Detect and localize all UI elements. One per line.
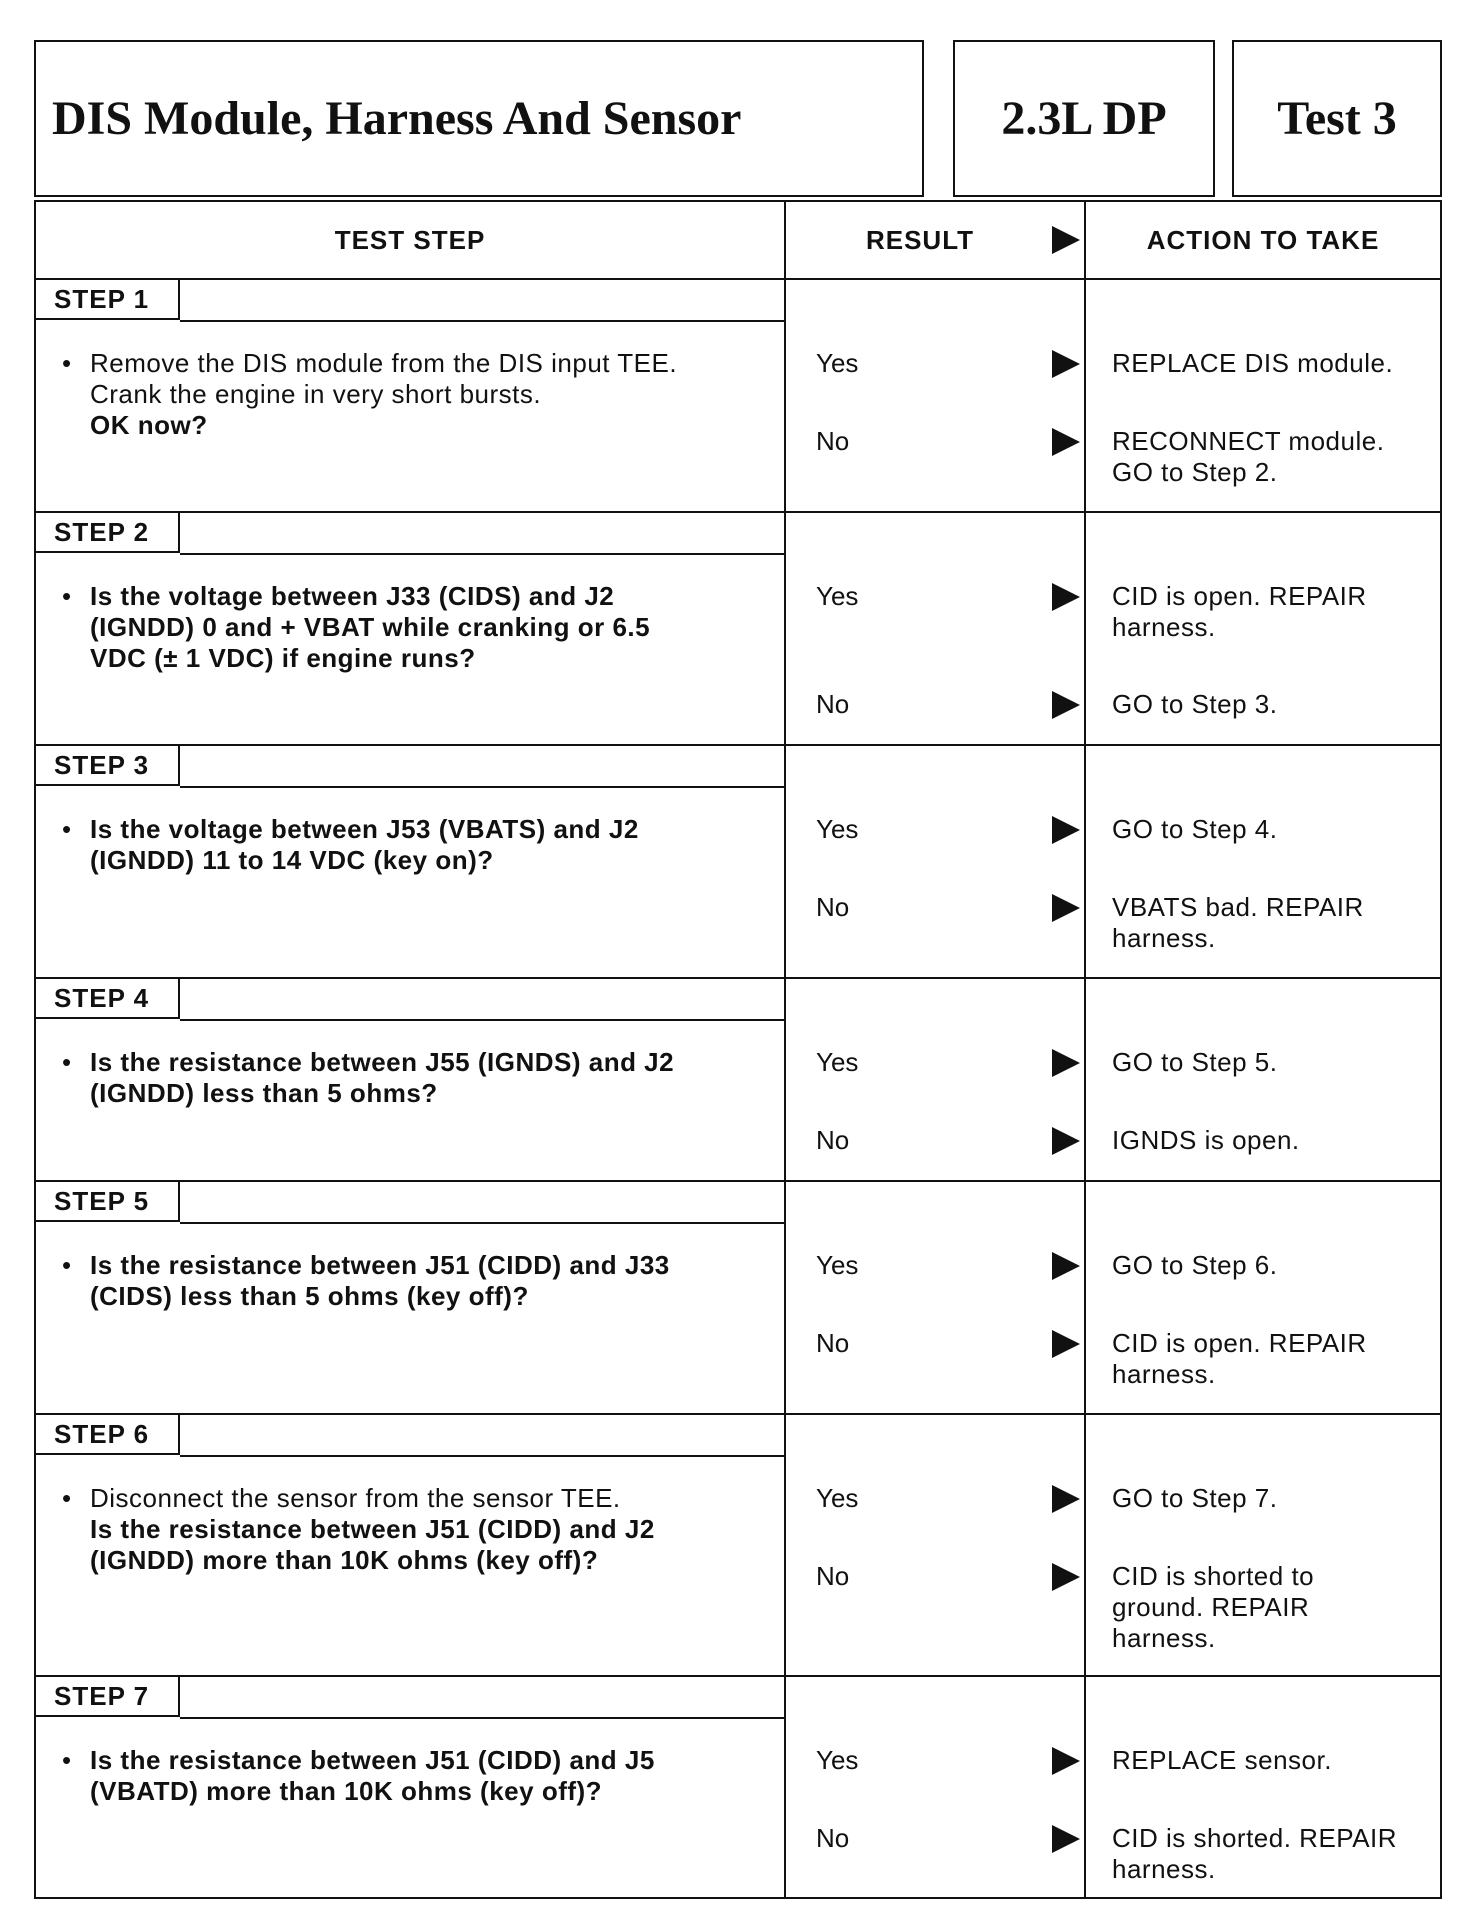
result-no [816, 1125, 1084, 1156]
question-line-bold: Is the voltage between J53 (VBATS) and J2 [90, 814, 639, 844]
arrow-right-icon [1052, 1747, 1080, 1775]
action-yes [1112, 348, 1430, 379]
action-line: CID is open. REPAIR [1112, 1328, 1367, 1358]
result-cell [786, 1677, 1086, 1897]
action-no [1112, 1561, 1430, 1654]
test-badge [1232, 40, 1442, 197]
step-cell [36, 746, 786, 977]
step-label: STEP 1 [36, 280, 180, 320]
result-yes [816, 1745, 1084, 1776]
result-no [816, 1823, 1084, 1854]
action-yes [1112, 581, 1430, 643]
steps-container [34, 280, 1442, 1899]
action-line: CID is open. REPAIR [1112, 581, 1367, 611]
arrow-right-icon [1052, 1127, 1080, 1155]
step-divider [180, 320, 784, 322]
step-label: STEP 4 [36, 979, 180, 1019]
result-cell [786, 513, 1086, 744]
result-yes-label: Yes [816, 1483, 859, 1513]
step-cell [36, 1677, 786, 1897]
result-yes [816, 1483, 1084, 1514]
result-yes-label: Yes [816, 581, 859, 611]
action-line: VBATS bad. REPAIR [1112, 892, 1364, 922]
action-line: harness. [1112, 1854, 1216, 1884]
bullet-icon: • [62, 1483, 72, 1513]
step-question [64, 1745, 754, 1807]
step-divider [180, 786, 784, 788]
action-line: GO to Step 2. [1112, 457, 1278, 487]
column-result-label: RESULT [865, 224, 975, 255]
step-divider [180, 1222, 784, 1224]
result-yes [816, 1047, 1084, 1078]
arrow-right-icon [1052, 1330, 1080, 1358]
test-text: Test 3 [1277, 92, 1397, 145]
step-row [34, 979, 1442, 1182]
step-label: STEP 3 [36, 746, 180, 786]
result-cell [786, 1415, 1086, 1675]
result-no-label: No [816, 1823, 850, 1853]
action-line: ground. REPAIR [1112, 1592, 1310, 1622]
result-yes-label: Yes [816, 1250, 859, 1280]
arrow-right-icon [1052, 691, 1080, 719]
question-line-bold: VDC (± 1 VDC) if engine runs? [90, 643, 476, 673]
column-action: ACTION TO TAKE [1146, 224, 1380, 255]
question-text [64, 1250, 754, 1312]
engine-badge [953, 40, 1215, 197]
result-yes [816, 1250, 1084, 1281]
question-line-bold: (IGNDD) more than 10K ohms (key off)? [90, 1545, 599, 1575]
action-line: harness. [1112, 923, 1216, 953]
engine-text: 2.3L DP [1001, 92, 1167, 145]
action-no [1112, 426, 1430, 488]
step-question [64, 581, 754, 674]
step-question [64, 814, 754, 876]
arrow-right-icon [1052, 1563, 1080, 1591]
result-cell [786, 746, 1086, 977]
action-line: GO to Step 4. [1112, 814, 1278, 844]
arrow-right-icon [1052, 583, 1080, 611]
question-line: Remove the DIS module from the DIS input TEE. [90, 348, 678, 378]
action-yes [1112, 1047, 1430, 1078]
step-divider [180, 1717, 784, 1719]
action-line: GO to Step 5. [1112, 1047, 1278, 1077]
column-result [786, 202, 1086, 278]
question-line-bold: OK now? [90, 410, 208, 440]
question-text [64, 1483, 754, 1576]
result-cell [786, 1182, 1086, 1413]
step-cell [36, 280, 786, 511]
question-line-bold: (IGNDD) 11 to 14 VDC (key on)? [90, 845, 494, 875]
question-line-bold: Is the resistance between J51 (CIDD) and J33 [90, 1250, 670, 1280]
action-cell [1086, 979, 1440, 1180]
step-cell [36, 1182, 786, 1413]
arrow-right-icon [1052, 1049, 1080, 1077]
question-line-bold: Is the resistance between J51 (CIDD) and J2 [90, 1514, 655, 1544]
step-question [64, 348, 754, 441]
arrow-right-icon [1052, 1485, 1080, 1513]
action-line: harness. [1112, 612, 1216, 642]
result-yes [816, 814, 1084, 845]
question-line-bold: (IGNDD) 0 and + VBAT while cranking or 6.5 [90, 612, 651, 642]
action-yes [1112, 1745, 1430, 1776]
column-test-step: TEST STEP [36, 202, 786, 278]
question-line: Crank the engine in very short bursts. [90, 379, 542, 409]
bullet-icon: • [62, 1250, 72, 1280]
action-cell [1086, 1415, 1440, 1675]
result-no-label: No [816, 1328, 850, 1358]
action-line: CID is shorted to [1112, 1561, 1315, 1591]
action-cell [1086, 1182, 1440, 1413]
action-yes [1112, 1483, 1430, 1514]
action-line: REPLACE sensor. [1112, 1745, 1332, 1775]
result-no-label: No [816, 426, 850, 456]
bullet-icon: • [62, 814, 72, 844]
question-line-bold: Is the resistance between J55 (IGNDS) and J2 [90, 1047, 675, 1077]
result-no-label: No [816, 1125, 850, 1155]
result-no [816, 1561, 1084, 1592]
action-no [1112, 892, 1430, 954]
step-question [64, 1047, 754, 1109]
test-table [34, 200, 1442, 1899]
arrow-right-icon [1052, 1825, 1080, 1853]
result-yes-label: Yes [816, 1047, 859, 1077]
question-text [64, 1047, 754, 1109]
action-line: CID is shorted. REPAIR [1112, 1823, 1398, 1853]
question-text [64, 814, 754, 876]
action-line: GO to Step 7. [1112, 1483, 1278, 1513]
result-no-label: No [816, 1561, 850, 1591]
step-row [34, 1182, 1442, 1415]
step-question [64, 1483, 754, 1576]
question-text [64, 348, 754, 441]
action-yes [1112, 1250, 1430, 1281]
arrow-right-icon [1052, 1252, 1080, 1280]
step-row [34, 746, 1442, 979]
arrow-right-icon [1052, 428, 1080, 456]
arrow-right-icon [1052, 350, 1080, 378]
action-no [1112, 1125, 1430, 1156]
arrow-right-icon [1052, 894, 1080, 922]
action-line: harness. [1112, 1623, 1216, 1653]
result-yes-label: Yes [816, 814, 859, 844]
action-line: harness. [1112, 1359, 1216, 1389]
result-yes-label: Yes [816, 1745, 859, 1775]
question-line-bold: (VBATD) more than 10K ohms (key off)? [90, 1776, 603, 1806]
bullet-icon: • [62, 1745, 72, 1775]
page-title [34, 40, 924, 197]
arrow-right-icon [1052, 226, 1080, 254]
step-label: STEP 5 [36, 1182, 180, 1222]
action-no [1112, 1328, 1430, 1390]
step-row [34, 1415, 1442, 1677]
result-no [816, 1328, 1084, 1359]
question-line: Disconnect the sensor from the sensor TEE. [90, 1483, 621, 1513]
bullet-icon: • [62, 348, 72, 378]
action-no [1112, 689, 1430, 720]
arrow-right-icon [1052, 816, 1080, 844]
step-label: STEP 6 [36, 1415, 180, 1455]
action-cell [1086, 513, 1440, 744]
question-text [64, 1745, 754, 1807]
step-row [34, 513, 1442, 746]
action-cell [1086, 746, 1440, 977]
bullet-icon: • [62, 581, 72, 611]
result-yes-label: Yes [816, 348, 859, 378]
action-yes [1112, 814, 1430, 845]
action-line: REPLACE DIS module. [1112, 348, 1394, 378]
step-divider [180, 553, 784, 555]
step-cell [36, 513, 786, 744]
step-label: STEP 7 [36, 1677, 180, 1717]
result-no-label: No [816, 892, 850, 922]
step-cell [36, 979, 786, 1180]
action-line: RECONNECT module. [1112, 426, 1385, 456]
question-line-bold: (IGNDD) less than 5 ohms? [90, 1078, 438, 1108]
action-line: GO to Step 3. [1112, 689, 1278, 719]
result-no [816, 892, 1084, 923]
title-text: DIS Module, Harness And Sensor [52, 92, 742, 145]
step-cell [36, 1415, 786, 1675]
bullet-icon: • [62, 1047, 72, 1077]
result-yes [816, 581, 1084, 612]
question-text [64, 581, 754, 674]
action-cell [1086, 1677, 1440, 1897]
result-no [816, 689, 1084, 720]
result-cell [786, 979, 1086, 1180]
column-header-row [34, 200, 1442, 280]
result-cell [786, 280, 1086, 511]
question-line-bold: (CIDS) less than 5 ohms (key off)? [90, 1281, 529, 1311]
step-row [34, 280, 1442, 513]
action-cell [1086, 280, 1440, 511]
result-no-label: No [816, 689, 850, 719]
step-divider [180, 1455, 784, 1457]
action-no [1112, 1823, 1430, 1885]
result-no [816, 426, 1084, 457]
step-divider [180, 1019, 784, 1021]
question-line-bold: Is the resistance between J51 (CIDD) and J5 [90, 1745, 655, 1775]
action-line: IGNDS is open. [1112, 1125, 1300, 1155]
step-row [34, 1677, 1442, 1899]
question-line-bold: Is the voltage between J33 (CIDS) and J2 [90, 581, 615, 611]
step-label: STEP 2 [36, 513, 180, 553]
step-question [64, 1250, 754, 1312]
result-yes [816, 348, 1084, 379]
action-line: GO to Step 6. [1112, 1250, 1278, 1280]
